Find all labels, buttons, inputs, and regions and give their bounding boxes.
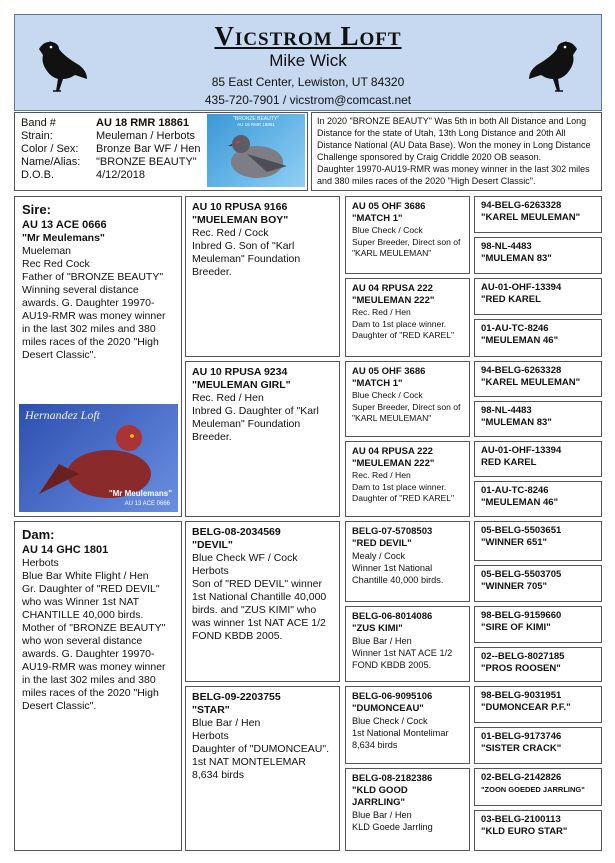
gen2-box [185, 361, 340, 517]
gen4-box [474, 401, 602, 437]
gen2-band: BELG-09-2203755 [192, 691, 281, 703]
gen4-band: 98-NL-4483 [481, 405, 532, 416]
value-name: "BRONZE BEAUTY" [96, 156, 197, 168]
sire-box [14, 196, 182, 517]
gen3-desc: Mealy / Cock Winner 1st National Chantille 40,000 birds. [352, 551, 444, 585]
gen2-name: "MEULEMAN GIRL" [192, 379, 291, 391]
gen4-name: "WINNER 651" [481, 537, 548, 548]
address: 85 East Center, Lewiston, UT 84320 [211, 75, 405, 89]
gen3-desc: Rec. Red / Hen Dam to 1st place winner. Daughter of "RED KAREL" [352, 307, 455, 340]
label-band: Band # [21, 117, 56, 129]
gen4-band: 02-BELG-2142826 [481, 772, 562, 783]
gen4-box [474, 441, 602, 477]
sire-photo-band: AU 13 ACE 0666 [124, 501, 170, 507]
gen4-box [474, 278, 602, 315]
gen4-box [474, 196, 602, 233]
gen4-band: 01-AU-TC-8246 [481, 485, 549, 496]
value-band: AU 18 RMR 18861 [96, 117, 189, 129]
photo-caption: "BRONZE BEAUTY" [233, 116, 279, 122]
gen4-band: 03-BELG-2100113 [481, 814, 561, 825]
gen2-box [185, 686, 340, 851]
gen3-desc: Blue Bar / Hen Winner 1st NAT ACE 1/2 FOND KBDB 2005. [352, 636, 453, 670]
gen3-band: AU 04 RPUSA 222 [352, 446, 433, 457]
value-color-sex: Bronze Bar WF / Hen [96, 143, 201, 155]
gen4-box [474, 481, 602, 517]
gen4-band: 05-BELG-5503705 [481, 569, 562, 580]
gen4-band: AU-01-OHF-13394 [481, 445, 562, 456]
value-strain: Meuleman / Herbots [96, 130, 196, 142]
gen3-name: "RED DEVIL" [352, 538, 412, 549]
gen4-name: "PROS ROOSEN" [481, 663, 561, 674]
gen3-band: BELG-06-9095106 [352, 691, 433, 702]
bird-info-box [14, 112, 308, 191]
gen4-box [474, 768, 602, 806]
gen3-name: "MEULEMAN 222" [352, 458, 435, 469]
gen4-band: AU-01-OHF-13394 [481, 282, 562, 293]
gen4-name: "MEULEMAN 46" [481, 335, 559, 346]
gen4-band: 02--BELG-8027185 [481, 651, 565, 662]
gen2-desc: Rec. Red / Cock Inbred G. Son of "Karl Meuleman" Foundation Breeder. [192, 227, 301, 278]
gen2-band: AU 10 RPUSA 9166 [192, 201, 288, 213]
gen3-desc: Blue Check / Cock Super Breeder, Direct son of "KARL MEULEMAN" [352, 390, 461, 423]
gen4-band: 94-BELG-6263328 [481, 365, 562, 376]
gen2-box [185, 196, 340, 357]
gen4-name: "SIRE OF KIMI" [481, 622, 551, 633]
dam-band: AU 14 GHC 1801 [22, 544, 109, 556]
notes-text-2: Daughter 19970-AU19-RMR was money winner in the last 302 miles and 380 miles races of the 2020 "High Desert Classic". [317, 164, 590, 186]
dam-text: Herbots Blue Bar White Flight / Hen Gr. Daughter of "RED DEVIL" who was Winner 1st NAT CHANTILLE 40,000 birds. Mother of "BRONZE BEAUTY" who won several distance awards. G. Daughter 19970-AU19-RMR was money winner in the last 302 miles and 380 miles races of the 2020 "High Desert Classic". [22, 557, 166, 712]
dam-heading: Dam: [22, 527, 55, 542]
gen4-name: RED KAREL [481, 457, 537, 468]
gen3-box [345, 521, 470, 602]
gen3-box [345, 441, 470, 517]
gen4-band: 01-AU-TC-8246 [481, 323, 549, 334]
gen4-name: "ZOON GOEDED JARRLING" [481, 785, 585, 794]
label-name: Name/Alias: [21, 156, 81, 168]
gen4-band: 98-BELG-9031951 [481, 690, 562, 701]
gen2-name: "STAR" [192, 704, 230, 716]
gen4-box [474, 237, 602, 274]
sire-photo-title: Hernandez Loft [25, 408, 100, 422]
gen4-box [474, 686, 602, 723]
gen3-box [345, 278, 470, 357]
value-dob: 4/12/2018 [96, 169, 145, 181]
gen3-band: AU 04 RPUSA 222 [352, 283, 433, 294]
gen4-box [474, 647, 602, 682]
gen3-box [345, 606, 470, 682]
gen4-band: 05-BELG-5503651 [481, 525, 562, 536]
gen4-name: "WINNER 705" [481, 581, 548, 592]
gen4-name: "MULEMAN 83" [481, 417, 552, 428]
gen4-name: "KAREL MEULEMAN" [481, 377, 581, 388]
gen4-box [474, 361, 602, 397]
gen4-box [474, 727, 602, 764]
gen4-band: 98-BELG-9159660 [481, 610, 562, 621]
gen2-desc: Blue Check WF / Cock Herbots Son of "RED DEVIL" winner 1st National Chantille 40,000 birds. and "ZUS KIMI" who was winner 1st NAT ACE 1/2 FOND KBDB 2005. [192, 552, 327, 642]
sire-color: Rec Red Cock [22, 258, 90, 270]
gen3-box [345, 196, 470, 274]
gen4-box [474, 319, 602, 357]
gen3-band: BELG-07-5708503 [352, 526, 433, 537]
gen2-box [185, 521, 340, 682]
gen3-band: BELG-06-8014086 [352, 611, 433, 622]
gen4-band: 94-BELG-6263328 [481, 200, 562, 211]
gen4-box [474, 810, 602, 851]
sire-photo [19, 404, 178, 512]
gen2-desc: Rec. Red / Hen Inbred G. Daughter of "Karl Meuleman" Foundation Breeder. [192, 392, 319, 443]
contact-info: 435-720-7901 / vicstrom@comcast.net [204, 93, 412, 107]
gen3-desc: Blue Bar / Hen KLD Goede Jarrling [352, 810, 433, 832]
gen3-name: "MATCH 1" [352, 378, 403, 389]
gen3-box [345, 768, 470, 851]
dam-box [14, 521, 182, 851]
bird-notes [311, 112, 602, 191]
gen3-desc: Blue Check / Cock Super Breeder, Direct son of "KARL MEULEMAN" [352, 225, 461, 258]
gen4-name: "KAREL MEULEMAN" [481, 212, 581, 223]
gen4-band: 98-NL-4483 [481, 241, 532, 252]
header-banner [14, 14, 602, 111]
gen2-desc: Blue Bar / Hen Herbots Daughter of "DUMONCEAU". 1st NAT MONTELEMAR 8,634 birds [192, 717, 329, 781]
gen4-name: "MEULEMAN 46" [481, 497, 559, 508]
gen3-desc: Rec. Red / Hen Dam to 1st place winner. Daughter of "RED KAREL" [352, 470, 455, 503]
sire-heading: Sire: [22, 202, 51, 217]
sire-text: Father of "BRONZE BEAUTY" Winning several distance awards. G. Daughter 19970-AU19-RMR was money winner in the last 302 miles and 380 miles races of the 2020 "High Desert Classic". [22, 271, 166, 361]
gen4-name: "DUMONCEAR P.F." [481, 702, 571, 713]
gen3-band: AU 05 OHF 3686 [352, 201, 426, 212]
sire-name: "Mr Meulemans" [22, 232, 105, 244]
gen2-name: "MUELEMAN BOY" [192, 214, 289, 226]
label-color-sex: Color / Sex: [21, 143, 79, 155]
gen2-band: BELG-08-2034569 [192, 526, 281, 538]
gen3-box [345, 686, 470, 764]
gen3-name: "MEULEMAN 222" [352, 295, 435, 306]
bird-photo [207, 114, 305, 187]
gen4-name: "MULEMAN 83" [481, 253, 552, 264]
owner-name: Mike Wick [269, 51, 347, 70]
gen3-band: AU 05 OHF 3686 [352, 366, 426, 377]
sire-band: AU 13 ACE 0666 [22, 219, 107, 231]
sire-strain: Mueleman [22, 245, 72, 257]
gen2-band: AU 10 RPUSA 9234 [192, 366, 288, 378]
gen3-name: "DUMONCEAU" [352, 703, 424, 714]
photo-band: AU 18 RMR 18861 [237, 122, 275, 127]
gen3-name: "KLD GOOD JARRLING" [352, 785, 408, 808]
gen4-box [474, 521, 602, 561]
gen4-box [474, 565, 602, 602]
notes-text-1: In 2020 "BRONZE BEAUTY" Was 5th in both All Distance and Long Distance for the state of Utah, 13th Long Distance and 20th All Distance National (AU Data Base). Won the money in Long Distance Challenge sponsored by Craig Criddle 2020 OB season. [317, 116, 591, 162]
loft-name: Vicstrom Loft [214, 21, 402, 51]
gen4-box [474, 606, 602, 643]
label-dob: D.O.B. [21, 169, 55, 181]
gen3-box [345, 361, 470, 437]
gen3-band: BELG-08-2182386 [352, 773, 433, 784]
gen4-name: "KLD EURO STAR" [481, 826, 568, 837]
sire-photo-caption: "Mr Meulemans" [108, 489, 172, 498]
gen4-name: "RED KAREL [481, 294, 541, 305]
gen4-name: "SISTER CRACK" [481, 743, 562, 754]
gen3-desc: Blue Check / Cock 1st National Montelimar 8,634 birds [352, 716, 449, 750]
gen2-name: "DEVIL" [192, 539, 233, 551]
gen3-name: "MATCH 1" [352, 213, 403, 224]
gen3-name: "ZUS KIMI" [352, 623, 403, 634]
label-strain: Strain: [21, 130, 53, 142]
gen4-band: 01-BELG-9173746 [481, 731, 562, 742]
